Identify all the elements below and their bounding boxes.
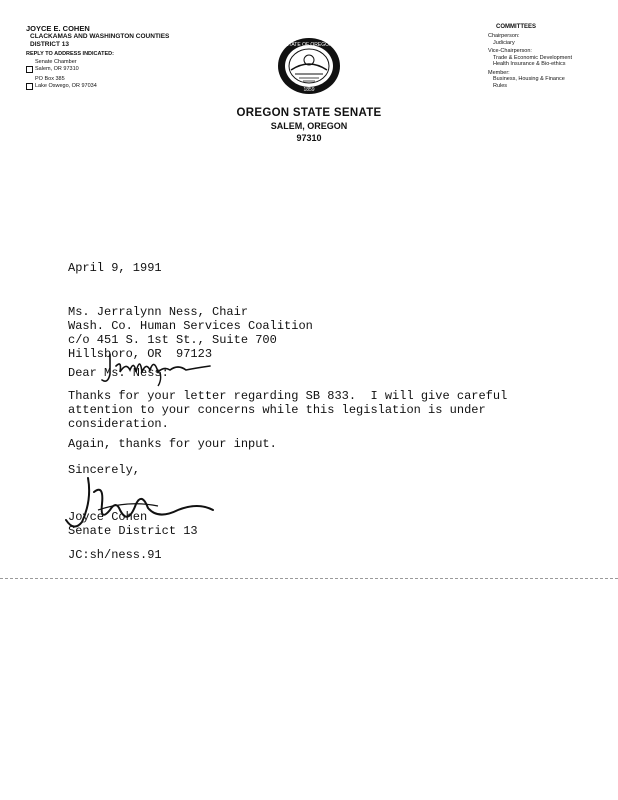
address-2-line-2: Lake Oswego, OR 97034 — [35, 82, 97, 89]
signature-block — [68, 510, 198, 538]
senate-header — [220, 107, 398, 143]
committees-heading: COMMITTEES — [496, 24, 536, 30]
committee-role-2: Vice-Chairperson: — [488, 48, 532, 54]
salutation: Dear Ms. Ness: — [68, 366, 169, 380]
body-paragraph-2: Again, thanks for your input. — [68, 437, 277, 451]
sender-district: DISTRICT 13 — [30, 40, 70, 48]
address-checkbox-po — [26, 83, 33, 90]
scan-divider-line — [0, 578, 618, 579]
address-option-senate — [26, 60, 33, 78]
address-1-line-1: Senate Chamber — [35, 59, 77, 65]
committee-role-1-value: Judiciary — [493, 39, 515, 46]
address-1-line-2: Salem, OR 97310 — [35, 65, 79, 72]
seal-year: 1859 — [303, 87, 315, 93]
recipient-line-3: c/o 451 S. 1st St., Suite 700 — [68, 333, 277, 347]
recipient-line-4: Hillsboro, OR 97123 — [68, 347, 213, 361]
body-1-line-3: consideration. — [68, 417, 169, 431]
address-senate — [35, 59, 79, 72]
sender-counties: CLACKAMAS AND WASHINGTON COUNTIES — [30, 33, 170, 40]
handwritten-name-signature — [100, 348, 220, 388]
reference-initials: JC:sh/ness.91 — [68, 548, 162, 562]
seal-top-text: STATE OF OREGON — [285, 42, 333, 48]
committees-block — [488, 24, 572, 89]
address-po — [35, 76, 97, 89]
letter-date: April 9, 1991 — [68, 261, 162, 275]
body-1-line-2: attention to your concerns while this legislation is under — [68, 403, 486, 417]
address-2-line-1: PO Box 385 — [35, 76, 65, 82]
committee-role-2-value-2: Health Insurance & Bio-ethics — [493, 61, 566, 67]
address-option-po — [26, 77, 33, 95]
body-paragraph-1 — [68, 389, 507, 431]
committee-role-3: Member: — [488, 69, 510, 76]
recipient-line-2: Wash. Co. Human Services Coalition — [68, 319, 313, 333]
signer-title: Senate District 13 — [68, 524, 198, 538]
signer-name: Joyce Cohen — [68, 510, 148, 524]
body-1-line-1: Thanks for your letter regarding SB 833. I will give careful — [68, 389, 508, 403]
committee-role-2-value-1: Trade & Economic Development — [493, 54, 572, 61]
senate-title: OREGON STATE SENATE — [236, 107, 382, 119]
address-checkbox-senate — [26, 66, 33, 73]
senate-zip: 97310 — [296, 133, 322, 143]
committee-role-3-value-1: Business, Housing & Finance — [493, 76, 565, 82]
recipient-line-1: Ms. Jerralynn Ness, Chair — [68, 305, 249, 319]
committee-role-3-value-2: Rules — [493, 82, 508, 89]
oregon-state-seal-icon — [269, 36, 349, 96]
committee-role-1: Chairperson: — [488, 33, 520, 39]
closing: Sincerely, — [68, 463, 141, 477]
sender-name: JOYCE E. COHEN — [26, 24, 90, 33]
sender-district-block — [30, 33, 169, 48]
reply-label: REPLY TO ADDRESS INDICATED: — [26, 51, 114, 57]
senate-city: SALEM, OREGON — [270, 121, 348, 131]
